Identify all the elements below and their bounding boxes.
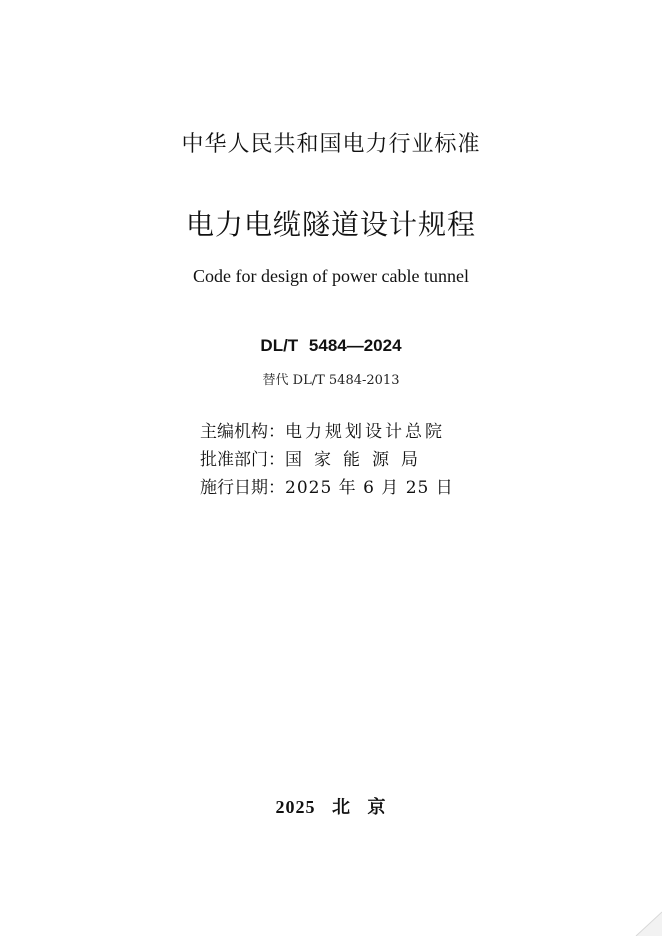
effective-date-row bbox=[200, 474, 520, 502]
chief-editor-label: 主编机构： bbox=[200, 422, 285, 442]
document-title-english: Code for design of power cable tunnel bbox=[193, 266, 469, 286]
standard-category-heading: 中华人民共和国电力行业标准 bbox=[181, 132, 481, 157]
chief-editor-value: 电力规划设计总院 bbox=[285, 422, 445, 442]
document-title-chinese: 电力电缆隧道设计规程 bbox=[185, 208, 476, 241]
replaced-standard: 替代 DL/T 5484-2013 bbox=[262, 373, 400, 388]
publication-info bbox=[200, 418, 520, 502]
approver-value: 国家能源局 bbox=[285, 450, 430, 470]
approver-label: 批准部门： bbox=[200, 450, 285, 470]
effective-date-label: 施行日期： bbox=[200, 478, 285, 498]
approver-row bbox=[200, 446, 520, 474]
chief-editor-row bbox=[200, 418, 520, 446]
publication-year-place: 2025 北 京 bbox=[275, 797, 387, 817]
effective-date-value: 2025 年 6 月 25 日 bbox=[285, 478, 454, 498]
standard-number: DL/T 5484—2024 bbox=[260, 336, 402, 355]
page-corner-icon bbox=[622, 906, 662, 936]
